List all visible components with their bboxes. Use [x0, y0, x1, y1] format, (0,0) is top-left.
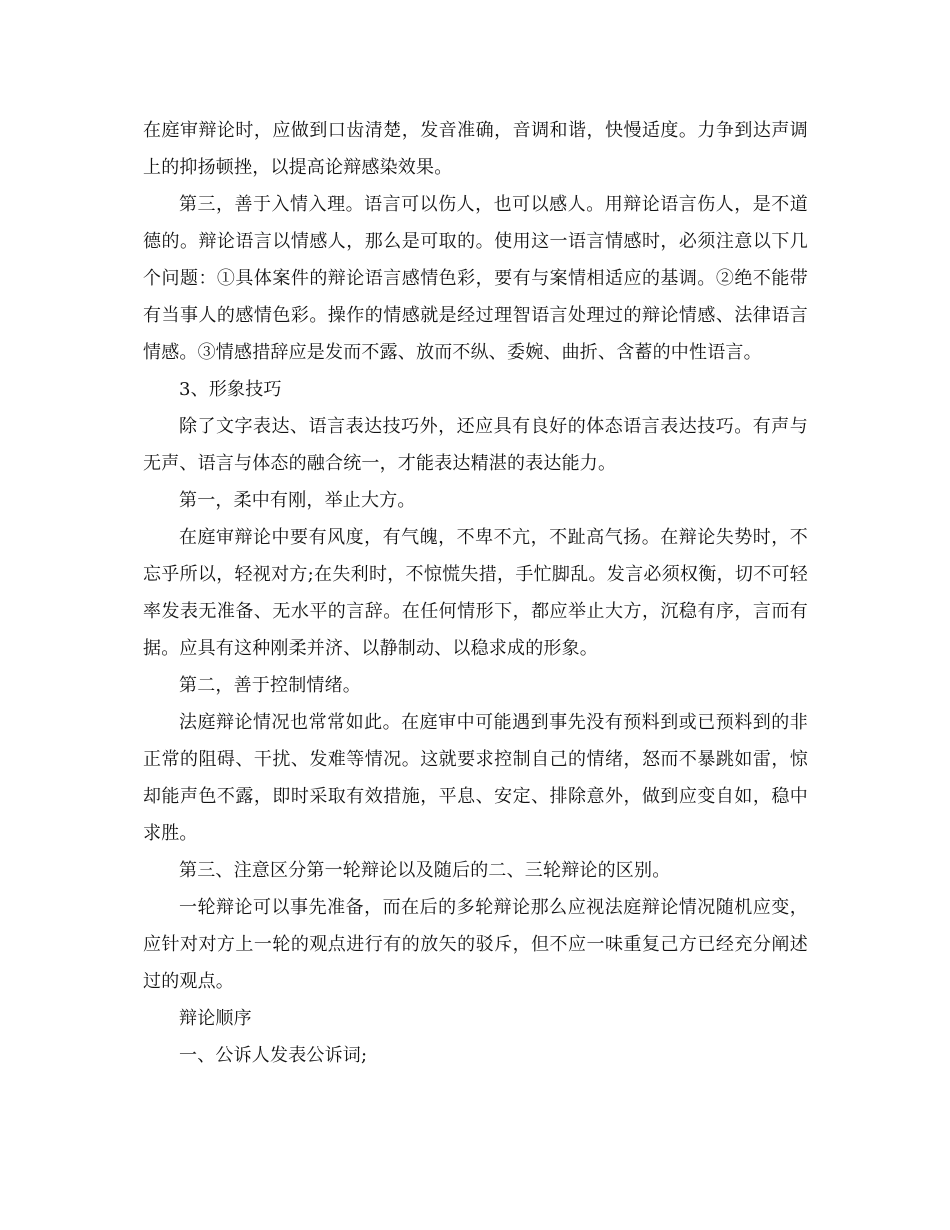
- paragraph-speech-delivery: 在庭审辩论时，应做到口齿清楚，发音准确，音调和谐，快慢适度。力争到达声调上的抑扬顿挫，以提高论辩感染效果。: [143, 120, 808, 178]
- paragraph-body-language: 除了文字表达、语言表达技巧外，还应具有良好的体态语言表达技巧。有声与无声、语言与体态的融合统一，才能表达精湛的表达能力。: [143, 416, 808, 474]
- list-item-prosecutor: 一、公诉人发表公诉词;: [179, 1045, 368, 1066]
- subheading-debate-order: 辩论顺序: [179, 1008, 252, 1029]
- subheading-firm-gentle: 第一，柔中有刚，举止大方。: [179, 490, 416, 511]
- paragraph-demeanor: 在庭审辩论中要有风度，有气魄，不卑不亢，不趾高气扬。在辩论失势时，不忘乎所以，轻视对方;在失利时，不惊慌失措，手忙脚乱。发言必须权衡，切不可轻率发表无准备、无水平的言辞。在任何情形下，都应举止大方，沉稳有序，言而有据。应具有这种刚柔并济、以静制动、以稳求成的形象。: [143, 527, 808, 659]
- subheading-control-emotion: 第二，善于控制情绪。: [179, 675, 361, 696]
- subheading-debate-rounds: 第三、注意区分第一轮辩论以及随后的二、三轮辩论的区别。: [179, 860, 671, 881]
- paragraph-debate-rounds: 一轮辩论可以事先准备，而在后的多轮辩论那么应视法庭辩论情况随机应变，应针对对方上一轮的观点进行有的放矢的驳斥，但不应一味重复己方已经充分阐述过的观点。: [143, 897, 808, 992]
- paragraph-emotion-reason: 第三，善于入情入理。语言可以伤人，也可以感人。用辩论语言伤人，是不道德的。辩论语言以情感人，那么是可取的。使用这一语言情感时，必须注意以下几个问题：①具体案件的辩论语言感情色彩，要有与案情相适应的基调。②绝不能带有当事人的感情色彩。操作的情感就是经过理智语言处理过的辩论情感、法律语言情感。③情感措辞应是发而不露、放而不纵、委婉、曲折、含蓄的中性语言。: [143, 194, 808, 363]
- document-body: [143, 112, 808, 1074]
- section-heading-image-skills: 3、形象技巧: [179, 379, 282, 400]
- paragraph-emotion-control: 法庭辩论情况也常常如此。在庭审中可能遇到事先没有预料到或已预料到的非正常的阻碍、干扰、发难等情况。这就要求控制自己的情绪，怒而不暴跳如雷，惊却能声色不露，即时采取有效措施，平息、安定、排除意外，做到应变自如，稳中求胜。: [143, 712, 808, 844]
